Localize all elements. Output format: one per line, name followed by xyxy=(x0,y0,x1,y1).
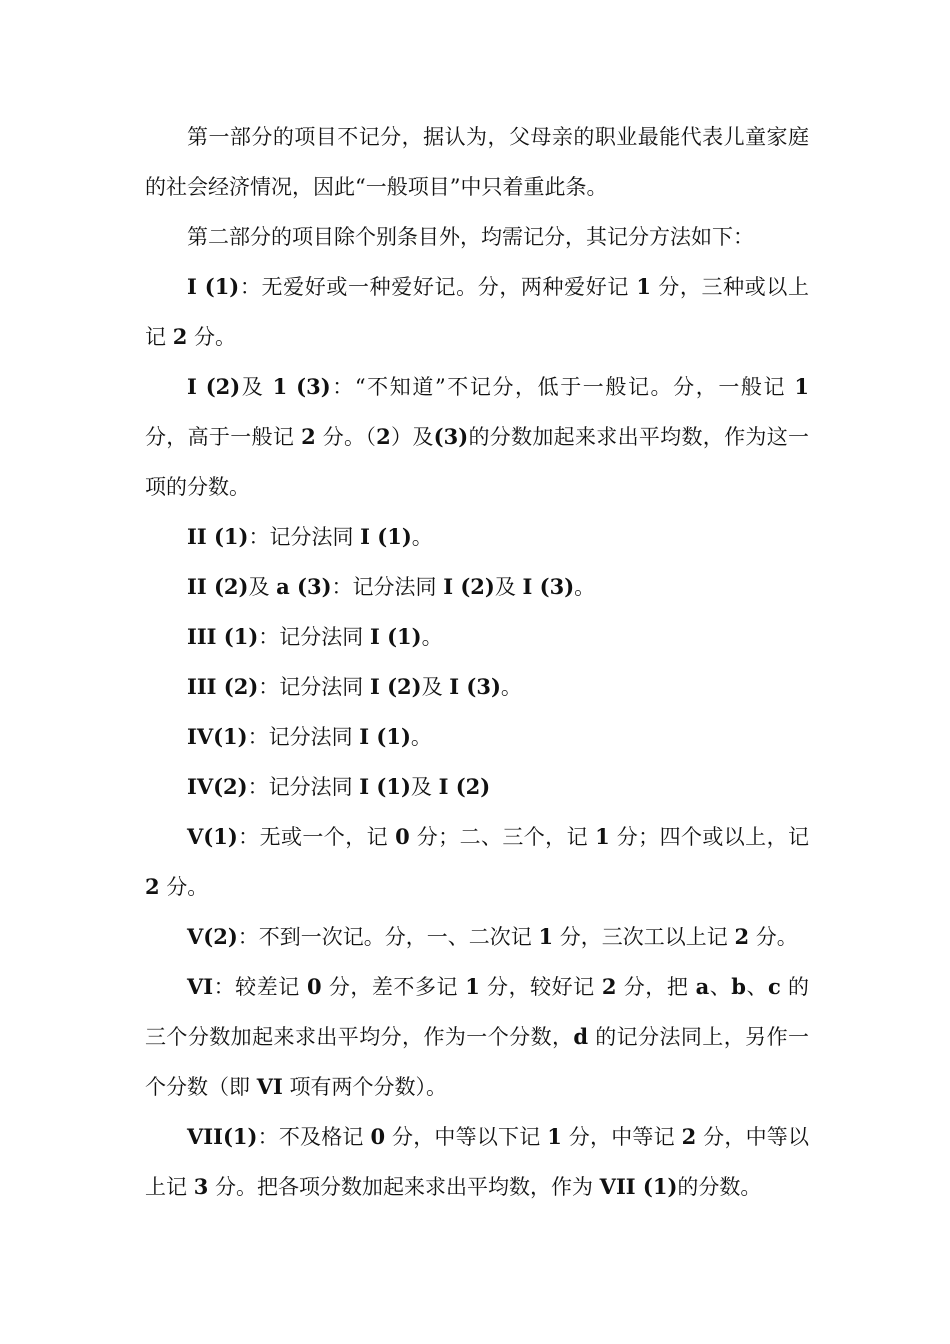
bold-segment: I (2) xyxy=(438,774,491,799)
text-segment: ：无爱好或一种爱好记。分，两种爱好记 xyxy=(239,275,637,299)
bold-segment: VII (1) xyxy=(599,1174,678,1199)
bold-segment: I (1) xyxy=(187,274,240,299)
bold-segment: I (1) xyxy=(359,774,411,799)
text-segment: 分，中等以上记 xyxy=(145,1125,809,1199)
bold-segment: 2 xyxy=(681,1124,697,1149)
text-segment: 分，中等记 xyxy=(561,1125,682,1149)
text-segment: 的分数加起来求出平均数，作为这一项的分数。 xyxy=(145,425,810,499)
bold-segment: III (2) xyxy=(187,674,259,699)
text-segment: 。 xyxy=(500,675,522,699)
bold-segment: IV(1) xyxy=(187,724,248,749)
bold-segment: VI xyxy=(256,1074,283,1099)
paragraph xyxy=(145,612,809,662)
bold-segment: 3 xyxy=(193,1174,209,1199)
text-segment: 分，差不多记 xyxy=(321,975,466,999)
bold-segment: VII(1) xyxy=(187,1124,258,1149)
text-segment: ：记分法同 xyxy=(247,725,360,749)
paragraph xyxy=(145,812,809,912)
text-segment: ：记分法同 xyxy=(248,525,361,549)
bold-segment: 1 xyxy=(538,924,554,949)
text-segment: 分，中等以下记 xyxy=(385,1125,548,1149)
bold-segment: 2 xyxy=(601,974,617,999)
bold-segment: 1 xyxy=(636,274,651,299)
bold-segment: 1 xyxy=(465,974,480,999)
text-segment: ：记分法同 xyxy=(258,625,370,649)
bold-segment: 0 xyxy=(370,1124,386,1149)
bold-segment: c xyxy=(767,974,781,999)
text-segment: 分。 xyxy=(187,325,236,349)
bold-segment: VI xyxy=(187,974,214,999)
text-segment: 。 xyxy=(421,625,443,649)
bold-segment: 1 xyxy=(794,374,809,399)
document-body xyxy=(145,112,809,1212)
text-segment: ：记分法同 xyxy=(247,775,360,799)
text-segment: 。 xyxy=(574,575,596,599)
bold-segment: I (2) xyxy=(187,374,241,399)
paragraph xyxy=(145,712,809,762)
bold-segment: 2 xyxy=(172,324,188,349)
text-segment: 分，三次工以上记 xyxy=(553,925,735,949)
text-segment: 第一部分的项目不记分，据认为，父母亲的职业最能代表儿童家庭的社会经济情况，因此“一般项目”中只着重此条。 xyxy=(145,125,809,199)
text-segment: 的分数。 xyxy=(677,1175,762,1199)
paragraph xyxy=(145,662,809,712)
text-segment: 分；四个或以上，记 xyxy=(609,825,809,849)
text-segment: ：记分法同 xyxy=(258,675,370,699)
text-segment: 的三个分数加起来求出平均分，作为一个分数， xyxy=(145,975,809,1049)
text-segment: ：记分法同 xyxy=(331,575,444,599)
text-segment: 、 xyxy=(745,975,768,999)
text-segment: ：不到一次记。分，一、二次记 xyxy=(237,925,539,949)
text-segment: 分，较好记 xyxy=(479,975,602,999)
paragraph xyxy=(145,912,809,962)
text-segment: 分。把各项分数加起来求出平均数，作为 xyxy=(208,1175,600,1199)
bold-segment: V(1) xyxy=(187,824,238,849)
paragraph xyxy=(145,1112,809,1212)
bold-segment: I (3) xyxy=(449,674,501,699)
bold-segment: I (2) xyxy=(443,574,495,599)
text-segment: 分。 xyxy=(749,925,798,949)
text-segment: 及 xyxy=(410,775,439,799)
bold-segment: 0 xyxy=(306,974,322,999)
text-segment: 及 xyxy=(240,375,273,399)
paragraph xyxy=(145,262,809,362)
text-segment: 分。 xyxy=(159,875,209,899)
bold-segment: I (1) xyxy=(359,724,411,749)
bold-segment: II (2) xyxy=(187,574,249,599)
bold-segment: 1 xyxy=(547,1124,562,1149)
text-segment: 分；二、三个，记 xyxy=(409,825,596,849)
text-segment: 。 xyxy=(411,525,433,549)
text-segment: 。 xyxy=(410,725,432,749)
bold-segment: I (1) xyxy=(360,524,412,549)
paragraph xyxy=(145,112,809,212)
text-segment: 及 xyxy=(494,575,523,599)
paragraph xyxy=(145,762,809,812)
text-segment: ）及 xyxy=(390,425,434,449)
paragraph xyxy=(145,362,809,512)
bold-segment: I (1) xyxy=(369,624,422,649)
text-segment: 分，高于一般记 xyxy=(145,425,302,449)
bold-segment: (3) xyxy=(433,424,469,449)
bold-segment: a xyxy=(695,974,710,999)
paragraph xyxy=(145,512,809,562)
text-segment: 分。（ xyxy=(315,425,377,449)
bold-segment: 2 xyxy=(376,424,391,449)
text-segment: ：“不知道”不记分，低于一般记。分，一般记 xyxy=(330,375,795,399)
bold-segment: IV(2) xyxy=(187,774,248,799)
bold-segment: d xyxy=(573,1024,589,1049)
text-segment: ：不及格记 xyxy=(257,1125,371,1149)
bold-segment: I (2) xyxy=(369,674,422,699)
text-segment: ：较差记 xyxy=(213,975,307,999)
bold-segment: 0 xyxy=(395,824,410,849)
bold-segment: b xyxy=(731,974,746,999)
text-segment: 第二部分的项目除个别条目外，均需记分，其记分方法如下： xyxy=(187,225,754,249)
bold-segment: 2 xyxy=(734,924,750,949)
bold-segment: 1 (3) xyxy=(272,374,331,399)
bold-segment: III (1) xyxy=(187,624,259,649)
text-segment: ：无或一个，记 xyxy=(237,825,396,849)
text-segment: 、 xyxy=(709,975,732,999)
bold-segment: V(2) xyxy=(187,924,238,949)
text-segment: 分，把 xyxy=(616,975,696,999)
bold-segment: 1 xyxy=(595,824,610,849)
text-segment: 及 xyxy=(421,675,450,699)
text-segment: 项有两个分数）。 xyxy=(282,1075,447,1099)
bold-segment: 2 xyxy=(145,874,160,899)
text-segment: 分，三种或以上记 xyxy=(145,275,809,349)
text-segment: 及 xyxy=(248,575,277,599)
paragraph xyxy=(145,562,809,612)
paragraph xyxy=(145,212,809,262)
bold-segment: 2 xyxy=(301,424,316,449)
bold-segment: a (3) xyxy=(276,574,332,599)
paragraph xyxy=(145,962,809,1112)
bold-segment: I (3) xyxy=(522,574,575,599)
bold-segment: II (1) xyxy=(187,524,249,549)
text-segment: 的记分法同上，另作一个分数（即 xyxy=(145,1025,809,1099)
